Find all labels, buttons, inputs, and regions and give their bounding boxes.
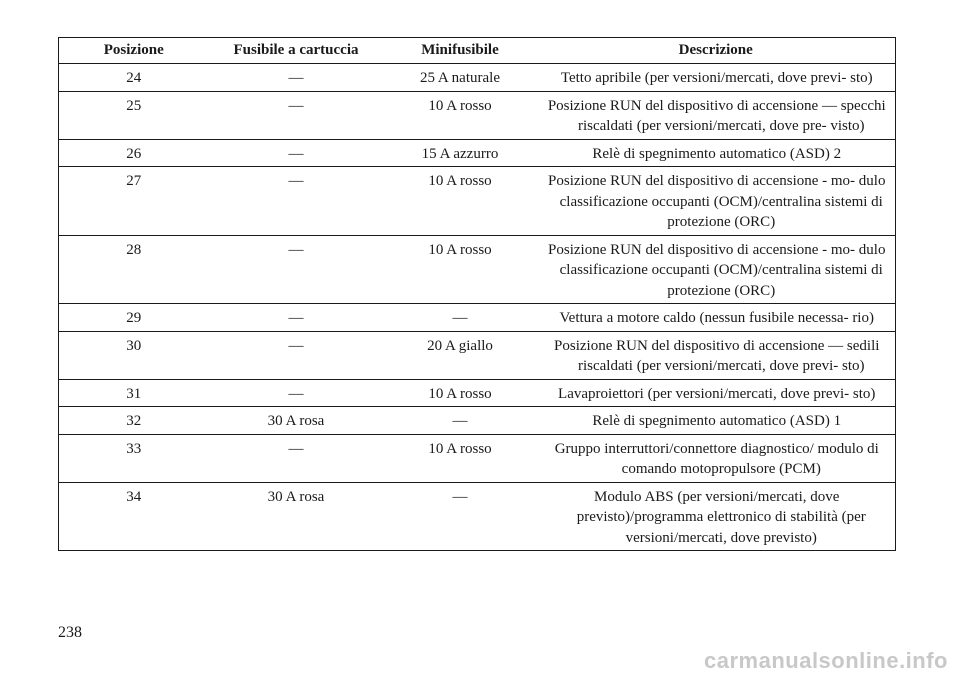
- cell-fusibile-cartuccia: —: [209, 91, 384, 139]
- table-row: [59, 482, 896, 551]
- table-row: [59, 407, 896, 435]
- table-header-row: [59, 38, 896, 64]
- cell-minifusibile: 20 A giallo: [384, 331, 537, 379]
- cell-fusibile-cartuccia: 30 A rosa: [209, 407, 384, 435]
- description-text: Posizione RUN del dispositivo di accensione — specchi riscaldati (per versioni/mercati, dove pre- visto): [547, 97, 886, 134]
- table-row: [59, 91, 896, 139]
- cell-minifusibile: 10 A rosso: [384, 235, 537, 304]
- table-row: [59, 331, 896, 379]
- description-text: Lavaproiettori (per versioni/mercati, dove previ- sto): [558, 385, 876, 402]
- description-text: Modulo ABS (per versioni/mercati, dove previsto)/programma elettronico di stabilità (per versioni/mercati, dove previsto): [576, 488, 866, 546]
- cell-descrizione: [537, 167, 896, 236]
- table-row: [59, 139, 896, 167]
- cell-fusibile-cartuccia: —: [209, 304, 384, 332]
- cell-posizione: 31: [59, 379, 209, 407]
- cell-posizione: 34: [59, 482, 209, 551]
- table-body: [59, 64, 896, 551]
- description-text: Relè di spegnimento automatico (ASD) 2: [592, 145, 842, 162]
- cell-descrizione: [537, 139, 896, 167]
- table-row: [59, 304, 896, 332]
- header-fusibile-cartuccia: Fusibile a cartuccia: [209, 38, 384, 64]
- header-minifusibile: Minifusibile: [384, 38, 537, 64]
- description-text: Relè di spegnimento automatico (ASD) 1: [592, 413, 842, 429]
- cell-fusibile-cartuccia: —: [209, 64, 384, 92]
- cell-descrizione: [537, 91, 896, 139]
- cell-posizione: 28: [59, 235, 209, 304]
- cell-minifusibile: 15 A azzurro: [384, 139, 537, 167]
- description-text: Posizione RUN del dispositivo di accensione - mo- dulo classificazione occupanti (OCM)/centralina sistemi di protezione (ORC): [548, 241, 886, 299]
- cell-posizione: 29: [59, 304, 209, 332]
- table-row: [59, 167, 896, 236]
- cell-minifusibile: —: [384, 482, 537, 551]
- cell-descrizione: [537, 379, 896, 407]
- description-text: Vettura a motore caldo (nessun fusibile necessa- rio): [559, 310, 874, 326]
- cell-descrizione: [537, 407, 896, 435]
- header-posizione: Posizione: [59, 38, 209, 64]
- cell-minifusibile: —: [384, 304, 537, 332]
- description-text: Posizione RUN del dispositivo di accensione — sedili riscaldati (per versioni/mercati, dove previ- sto): [554, 337, 880, 374]
- cell-minifusibile: 10 A rosso: [384, 434, 537, 482]
- cell-fusibile-cartuccia: —: [209, 379, 384, 407]
- cell-minifusibile: 10 A rosso: [384, 379, 537, 407]
- cell-minifusibile: —: [384, 407, 537, 435]
- cell-posizione: 32: [59, 407, 209, 435]
- description-text: Gruppo interruttori/connettore diagnostico/ modulo di comando motopropulsore (PCM): [554, 440, 879, 477]
- cell-fusibile-cartuccia: —: [209, 235, 384, 304]
- cell-minifusibile: 10 A rosso: [384, 91, 537, 139]
- cell-posizione: 24: [59, 64, 209, 92]
- cell-descrizione: [537, 331, 896, 379]
- cell-posizione: 30: [59, 331, 209, 379]
- table-row: [59, 379, 896, 407]
- cell-fusibile-cartuccia: —: [209, 434, 384, 482]
- cell-minifusibile: 10 A rosso: [384, 167, 537, 236]
- cell-minifusibile: 25 A naturale: [384, 64, 537, 92]
- cell-posizione: 33: [59, 434, 209, 482]
- cell-fusibile-cartuccia: 30 A rosa: [209, 482, 384, 551]
- cell-fusibile-cartuccia: —: [209, 331, 384, 379]
- cell-descrizione: [537, 304, 896, 332]
- cell-descrizione: [537, 235, 896, 304]
- fuse-table: [58, 37, 896, 551]
- cell-posizione: 26: [59, 139, 209, 167]
- cell-posizione: 25: [59, 91, 209, 139]
- page-number: 238: [58, 624, 82, 641]
- watermark: carmanualsonline.info: [704, 648, 948, 673]
- table-row: [59, 235, 896, 304]
- cell-descrizione: [537, 64, 896, 92]
- cell-descrizione: [537, 482, 896, 551]
- cell-descrizione: [537, 434, 896, 482]
- table-row: [59, 64, 896, 92]
- description-text: Tetto apribile (per versioni/mercati, dove previ- sto): [560, 70, 873, 86]
- description-text: Posizione RUN del dispositivo di accensione - mo- dulo classificazione occupanti (OCM)/centralina sistemi di protezione (ORC): [548, 173, 886, 230]
- header-descrizione: Descrizione: [537, 38, 896, 64]
- cell-fusibile-cartuccia: —: [209, 167, 384, 236]
- cell-posizione: 27: [59, 167, 209, 236]
- table-row: [59, 434, 896, 482]
- cell-fusibile-cartuccia: —: [209, 139, 384, 167]
